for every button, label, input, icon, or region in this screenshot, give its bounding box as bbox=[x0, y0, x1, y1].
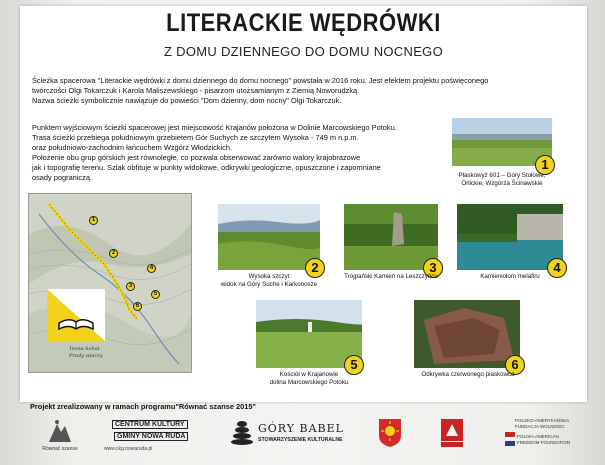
open-book-icon bbox=[47, 289, 105, 341]
caption-line: widok na Góry Suche i Karkonosze bbox=[220, 281, 318, 288]
description-line: Położenie obu grup górskich jest równoległe, co pozwala obserwować zarówno walory krajobrazowe bbox=[32, 153, 361, 162]
intro-line: Ścieżka spacerowa "Literackie wędrówki z domu dziennego do domu nocnego" powstała w 2016 roku. Jest efektem projektu poświęconego bbox=[32, 76, 489, 85]
caption-point-3 bbox=[336, 273, 446, 281]
photo-point-6 bbox=[414, 300, 520, 368]
pafw-logo bbox=[505, 418, 600, 452]
caption-line: Płaskowyż 601 – Góry Stołowe, bbox=[458, 172, 546, 179]
logo-line: FUNDACJA WOLNOŚCI bbox=[515, 424, 565, 429]
caption-point-2 bbox=[210, 273, 328, 289]
caption-line: Kamieniołom melafiru bbox=[480, 273, 540, 280]
intro-text bbox=[32, 76, 582, 106]
caption-line: dolina Marcowskiego Potoku bbox=[269, 379, 349, 386]
caption-point-6 bbox=[412, 371, 524, 379]
description-line: jak i topografię terenu. Szlak obfituje w punkty widokowe, odkrywki geologiczne, opuszczone i zapomniane bbox=[32, 163, 381, 172]
rownac-szanse-logo bbox=[42, 416, 78, 458]
legend-line: Prudy wiaczy bbox=[69, 353, 103, 359]
caption-line: Orlickie, Wzgórza Ścinawskie bbox=[461, 180, 543, 187]
marker-badge-1: 1 bbox=[535, 155, 555, 175]
map-marker-5: 5 bbox=[151, 290, 160, 299]
logo-caption: Równać szanse bbox=[42, 446, 78, 452]
caption-line: Trójpański Kamień na Leszczyńcu bbox=[344, 273, 438, 280]
logo-url: www.ckg.nowaruda.pl bbox=[104, 446, 153, 452]
logo-line: CENTRUM KULTURY bbox=[112, 420, 188, 429]
legend-line: Tesna bohat bbox=[69, 346, 100, 352]
description-text bbox=[32, 123, 452, 183]
red-emblem-logo bbox=[440, 418, 464, 448]
logo-line: POLSKO-AMERYKAŃSKA bbox=[515, 418, 570, 423]
description-line: osady pograniczą. bbox=[32, 173, 92, 182]
caption-point-5 bbox=[246, 371, 372, 387]
centrum-kultury-logo bbox=[100, 418, 200, 456]
caption-point-4 bbox=[452, 273, 568, 281]
logo-line: GÓRY BABEL bbox=[258, 422, 344, 435]
map-legend-text bbox=[69, 346, 103, 360]
gory-babel-logo bbox=[230, 420, 360, 454]
info-board bbox=[20, 6, 587, 402]
footer bbox=[0, 402, 605, 465]
photo-point-3 bbox=[344, 204, 438, 270]
marker-badge-3: 3 bbox=[423, 258, 443, 278]
caption-line: Kościół w Krajanowie bbox=[279, 371, 339, 378]
board-title: LITERACKIE WĘDRÓWKI bbox=[166, 8, 441, 37]
board-subtitle: Z DOMU DZIENNEGO DO DOMU NOCNEGO bbox=[164, 44, 443, 59]
caption-point-1 bbox=[446, 172, 558, 188]
coat-of-arms-sun-icon bbox=[378, 418, 402, 448]
map-marker-4: 4 bbox=[147, 264, 156, 273]
logo-line: FREEDOM FOUNDATION bbox=[517, 440, 571, 445]
logo-line: STOWARZYSZENIE KULTURALNE bbox=[258, 437, 343, 443]
intro-line: Nazwa ścieżki symbolicznie nawiązuje do powieści "Dom dzienny, dom nocny" Olgi Tokarczuk. bbox=[32, 96, 342, 105]
program-note: Projekt zrealizowany w ramach programu"Równać szanse 2015" bbox=[30, 402, 256, 411]
map-marker-2: 2 bbox=[109, 249, 118, 258]
description-line: Trasa ścieżki przebiega południowym grzebietem Gór Suchych ze szczytem Wysoka - 749 m n.p.m. bbox=[32, 133, 359, 142]
marker-badge-6: 6 bbox=[505, 355, 525, 375]
caption-line: Wysoka szczyt bbox=[248, 273, 290, 280]
trail-map bbox=[28, 193, 192, 373]
description-line: Punktem wyjściowym ścieżki spacerowej jest miejscowość Krajanów położona w Dolinie Marcowskiego Potoku. bbox=[32, 123, 397, 132]
photo-point-2 bbox=[218, 204, 320, 270]
marker-badge-4: 4 bbox=[547, 258, 567, 278]
logo-line: POLISH-AMERICAN bbox=[517, 434, 559, 439]
map-marker-3: 3 bbox=[126, 282, 135, 291]
caption-line: Odkrywka czerwonego piaskowca bbox=[421, 371, 515, 378]
map-marker-1: 1 bbox=[89, 216, 98, 225]
description-line: oraz południowo-zachodnim łańcuchem Wzgórz Włodzickich. bbox=[32, 143, 233, 152]
marker-badge-5: 5 bbox=[344, 355, 364, 375]
marker-badge-2: 2 bbox=[305, 258, 325, 278]
map-marker-6: 6 bbox=[133, 302, 142, 311]
logo-line: GMINY NOWA RUDA bbox=[114, 432, 188, 441]
intro-line: twórczości Olgi Tokarczuk i Karola Maliszewskiego - pisarzom utożsamianym z Ziemią Noworudzką. bbox=[32, 86, 360, 95]
photo-point-4 bbox=[457, 204, 563, 270]
